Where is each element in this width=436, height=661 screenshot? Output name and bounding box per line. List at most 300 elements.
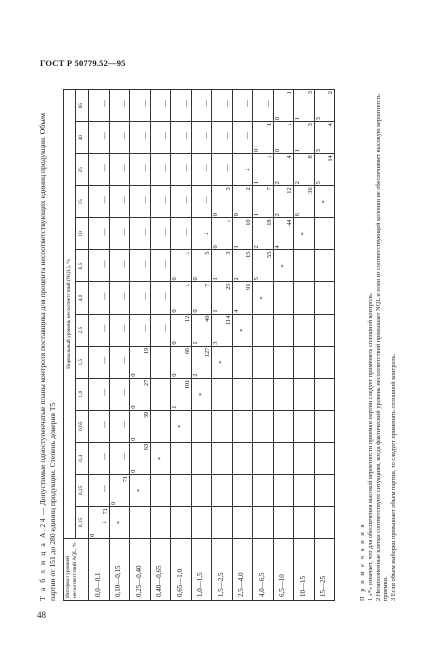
sample-size: 7 xyxy=(265,187,273,191)
table-row xyxy=(212,90,233,601)
sample-size: 1 xyxy=(286,91,293,95)
row-label: 1,5—2,5 xyxy=(212,539,233,601)
direction-arrow: — xyxy=(161,132,169,140)
plan-cell xyxy=(150,506,171,538)
sample-size: 40 xyxy=(204,315,211,322)
plan-cell xyxy=(191,378,212,410)
plan-cell xyxy=(191,282,212,314)
acceptance-number: 0 xyxy=(130,437,137,441)
sample-size: 44 xyxy=(286,219,293,226)
column-header: 0,15 xyxy=(76,506,89,538)
direction-arrow: — xyxy=(120,260,128,268)
plan-cell xyxy=(232,346,253,378)
direction-arrow: — xyxy=(222,132,231,140)
plan-cell xyxy=(253,442,274,474)
direction-arrow: — xyxy=(140,292,149,300)
plan-cell xyxy=(109,282,130,314)
acceptance-number: 2 xyxy=(191,373,199,377)
direction-arrow: — xyxy=(99,260,108,268)
plan-cell xyxy=(109,154,130,186)
plan-cell xyxy=(130,250,151,282)
plan-cell xyxy=(89,474,110,506)
direction-arrow: — xyxy=(202,196,210,204)
sample-size: 3 xyxy=(224,187,232,191)
plan-cell xyxy=(273,282,294,314)
rotated-table-block xyxy=(37,85,397,605)
acceptance-number: 1 xyxy=(294,116,301,121)
plan-cell xyxy=(89,282,110,314)
acceptance-number: 0 xyxy=(273,149,281,153)
notes xyxy=(359,89,398,601)
sample-size: 7 xyxy=(204,283,211,287)
sample-size: 71 xyxy=(122,475,129,483)
row-label: 1,0—1,5 xyxy=(191,539,212,601)
plan-cell xyxy=(232,250,253,282)
plan-cell xyxy=(253,90,274,122)
direction-arrow: — xyxy=(120,452,128,460)
acceptance-number: 0 xyxy=(171,373,178,377)
full-inspection-mark: * xyxy=(156,456,164,460)
row-header-aql: Интервал уровней несоответствий AQL, % xyxy=(64,539,89,601)
sample-size: 27 xyxy=(142,379,150,387)
full-inspection-mark: * xyxy=(136,488,143,493)
direction-arrow: — xyxy=(99,228,108,236)
plan-cell xyxy=(294,346,315,378)
plan-cell xyxy=(294,410,315,442)
full-inspection-mark: * xyxy=(320,200,328,204)
plan-cell xyxy=(130,218,151,250)
direction-arrow: — xyxy=(120,324,128,332)
direction-arrow: ↓ xyxy=(243,167,251,172)
sample-size: 12 xyxy=(183,315,191,322)
column-header: 1,0 xyxy=(76,378,89,410)
plan-cell xyxy=(150,346,171,378)
sample-size: 10 xyxy=(245,219,252,226)
sample-size: ↓ xyxy=(183,251,191,255)
plan-cell xyxy=(294,250,315,282)
plan-cell xyxy=(191,506,212,538)
plan-cell xyxy=(273,474,294,506)
direction-arrow: — xyxy=(161,164,169,172)
plan-cell xyxy=(109,474,130,506)
direction-arrow: — xyxy=(99,452,108,460)
full-inspection-mark: * xyxy=(115,520,123,525)
plan-cell xyxy=(273,442,294,474)
table-row xyxy=(191,90,212,601)
plan-cell xyxy=(150,122,171,154)
plan-cell xyxy=(171,442,192,474)
direction-arrow: — xyxy=(161,100,169,108)
plan-cell xyxy=(109,186,130,218)
plan-cell xyxy=(232,314,253,346)
table-row xyxy=(130,90,151,601)
plan-cell xyxy=(253,218,274,250)
direction-arrow: — xyxy=(120,132,128,140)
plan-cell xyxy=(150,250,171,282)
column-header: 0,4 xyxy=(76,442,89,474)
row-label: 0,25—0,40 xyxy=(130,539,151,601)
plan-cell xyxy=(109,506,130,538)
direction-arrow: ↓ xyxy=(202,231,210,236)
plan-cell xyxy=(232,186,253,218)
direction-arrow: — xyxy=(243,100,251,108)
plan-cell xyxy=(232,506,253,538)
plan-cell xyxy=(232,282,253,314)
column-header: 40 xyxy=(76,122,89,154)
direction-arrow: — xyxy=(99,420,108,428)
plan-cell xyxy=(212,474,233,506)
plan-cell xyxy=(130,474,151,506)
row-label: 0,40—0,65 xyxy=(150,539,171,601)
plan-cell xyxy=(314,154,335,186)
plan-cell xyxy=(89,186,110,218)
sample-size: 2 xyxy=(327,91,334,95)
acceptance-number: 0 xyxy=(273,116,281,121)
plan-cell xyxy=(273,410,294,442)
sample-size: 55 xyxy=(265,251,273,258)
plan-cell xyxy=(314,282,335,314)
acceptance-number: 0 xyxy=(89,533,96,537)
plan-cell xyxy=(294,506,315,538)
plan-cell xyxy=(232,90,253,122)
plan-cell xyxy=(273,186,294,218)
caption-text: — Допустимые одноступенчатые планы контроля поставщика для процента несоответствующих единиц продукции. Объем партии от 151 до 280 единиц продукции. Степень доверия Т5 xyxy=(38,113,57,601)
plan-cell xyxy=(150,474,171,506)
full-inspection-mark: * xyxy=(279,264,287,268)
plan-cell xyxy=(150,154,171,186)
acceptance-number: 4 xyxy=(232,309,240,313)
acceptance-number: 2 xyxy=(273,213,281,217)
plan-cell xyxy=(171,378,192,410)
full-inspection-mark: * xyxy=(259,296,266,300)
sample-size: 18 xyxy=(265,219,273,226)
acceptance-number: 6 xyxy=(294,213,301,217)
plan-cell xyxy=(212,218,233,250)
acceptance-number: 0 xyxy=(130,469,137,473)
direction-arrow: — xyxy=(140,324,149,332)
acceptance-number: 2 xyxy=(273,181,281,185)
plan-cell xyxy=(89,314,110,346)
table-row xyxy=(89,90,110,601)
sample-size: 3 xyxy=(306,123,314,127)
sample-size: 114 xyxy=(224,315,232,325)
plan-cell xyxy=(253,186,274,218)
plan-cell xyxy=(232,154,253,186)
direction-arrow: — xyxy=(161,196,169,204)
direction-arrow: — xyxy=(243,132,251,140)
acceptance-number: 0 xyxy=(171,341,178,345)
direction-arrow: — xyxy=(99,292,108,300)
column-header: 65 xyxy=(76,90,89,122)
plan-cell xyxy=(212,186,233,218)
acceptance-number: 0 xyxy=(212,213,219,217)
plan-cell xyxy=(150,186,171,218)
column-header: 2,5 xyxy=(76,314,89,346)
plan-cell xyxy=(294,442,315,474)
plan-cell xyxy=(212,442,233,474)
row-label: 6,5—10 xyxy=(273,539,294,601)
note-2: 2 Незаполненные клетки соответствуют ситуациям, когда фактический уровень несоответствий превышает NQL и план из соответствующей колонки не обеспечивает высокую вероятность приемки. xyxy=(374,94,390,601)
plan-cell xyxy=(212,346,233,378)
plan-cell xyxy=(273,154,294,186)
plan-cell xyxy=(232,378,253,410)
plan-cell xyxy=(109,314,130,346)
acceptance-number: 0 xyxy=(109,501,117,505)
table-row xyxy=(273,90,294,601)
direction-arrow: — xyxy=(120,292,128,300)
acceptance-number: 1 xyxy=(253,181,260,185)
column-headers xyxy=(76,90,89,601)
direction-arrow: — xyxy=(120,388,128,396)
direction-arrow: — xyxy=(120,196,128,204)
plan-cell xyxy=(232,218,253,250)
plan-cell xyxy=(109,410,130,442)
plan-cell xyxy=(273,250,294,282)
row-label: 4,0—6,5 xyxy=(253,539,274,601)
plan-cell xyxy=(89,122,110,154)
acceptance-number: 4 xyxy=(273,245,281,249)
row-label: 0,10—0,15 xyxy=(109,539,130,601)
direction-arrow: — xyxy=(99,164,108,172)
plan-cell xyxy=(109,218,130,250)
plan-cell xyxy=(294,186,315,218)
sample-size: ↓ xyxy=(224,219,232,223)
plan-cell xyxy=(294,90,315,122)
plan-cell xyxy=(294,378,315,410)
full-inspection-mark: * xyxy=(238,328,246,332)
sample-size: 127 xyxy=(204,347,211,358)
acceptance-number: 1 xyxy=(212,309,219,313)
direction-arrow: — xyxy=(120,164,128,172)
direction-arrow: — xyxy=(140,132,149,140)
plan-cell xyxy=(130,314,151,346)
acceptance-number: 3 xyxy=(314,116,322,121)
plan-cell xyxy=(191,122,212,154)
acceptance-number: 1 xyxy=(191,341,199,345)
plan-cell xyxy=(212,410,233,442)
table-row xyxy=(253,90,274,601)
acceptance-number: 0 xyxy=(212,245,219,249)
table-row xyxy=(314,90,335,601)
direction-arrow: — xyxy=(120,420,128,428)
direction-arrow: — xyxy=(161,292,169,300)
direction-arrow: — xyxy=(99,100,108,108)
direction-arrow: — xyxy=(140,196,149,204)
plan-cell xyxy=(130,410,151,442)
full-inspection-mark: * xyxy=(300,232,307,236)
notes-title: П р и м е ч а н и я xyxy=(359,522,366,601)
direction-arrow: — xyxy=(263,100,272,108)
plan-cell xyxy=(89,90,110,122)
sample-size: 63 xyxy=(142,443,150,451)
plan-cell xyxy=(130,282,151,314)
direction-arrow: — xyxy=(181,100,190,108)
plan-cell xyxy=(191,410,212,442)
plan-cell xyxy=(314,122,335,154)
plan-cell xyxy=(89,346,110,378)
plan-cell xyxy=(191,314,212,346)
acceptance-number: 0 xyxy=(191,309,199,313)
plan-cell xyxy=(171,154,192,186)
full-inspection-mark: * xyxy=(177,424,184,428)
acceptance-number: 1 xyxy=(212,277,219,281)
plan-cell xyxy=(130,378,151,410)
plan-cell xyxy=(212,122,233,154)
column-header: 4,0 xyxy=(76,282,89,314)
plan-cell xyxy=(314,442,335,474)
acceptance-number: 0 xyxy=(130,405,137,409)
row-label: 10—15 xyxy=(294,539,315,601)
sample-size: 14 xyxy=(327,155,334,162)
plan-cell xyxy=(191,250,212,282)
plan-cell xyxy=(253,474,274,506)
plan-cell xyxy=(150,442,171,474)
plan-cell xyxy=(273,346,294,378)
table-row xyxy=(232,90,253,601)
plan-cell xyxy=(130,154,151,186)
plan-cell xyxy=(150,90,171,122)
direction-arrow: ↓ xyxy=(99,520,108,525)
direction-arrow: — xyxy=(99,132,108,140)
plan-cell xyxy=(171,250,192,282)
plan-cell xyxy=(89,218,110,250)
plan-cell xyxy=(89,442,110,474)
plan-cell xyxy=(294,474,315,506)
sample-size: 3 xyxy=(306,91,314,95)
column-header: 1,5 xyxy=(76,346,89,378)
plan-cell xyxy=(232,122,253,154)
direction-arrow: — xyxy=(140,164,149,172)
direction-arrow: — xyxy=(99,356,108,364)
table-caption xyxy=(38,89,57,601)
acceptance-number: 0 xyxy=(191,277,199,281)
plan-cell xyxy=(109,442,130,474)
plan-cell xyxy=(171,474,192,506)
plan-cell xyxy=(130,442,151,474)
acceptance-number: 3 xyxy=(212,341,219,345)
column-header: 0,25 xyxy=(76,474,89,506)
caption-label: Т а б л и ц а А.24 xyxy=(38,516,47,601)
plan-cell xyxy=(212,250,233,282)
plan-cell xyxy=(171,186,192,218)
direction-arrow: — xyxy=(99,388,108,396)
plan-cell xyxy=(212,90,233,122)
plan-cell xyxy=(253,378,274,410)
plan-cell xyxy=(150,314,171,346)
plan-cell xyxy=(232,442,253,474)
plan-cell xyxy=(232,474,253,506)
row-label: 0,65—1,0 xyxy=(171,539,192,601)
plan-cell xyxy=(273,90,294,122)
direction-arrow: — xyxy=(99,484,108,492)
plan-cell xyxy=(253,122,274,154)
plan-cell xyxy=(89,378,110,410)
plan-cell xyxy=(130,186,151,218)
acceptance-number: 0 xyxy=(232,213,240,217)
direction-arrow: — xyxy=(99,324,108,332)
sample-size: 19 xyxy=(142,347,150,355)
sample-size: ↓ xyxy=(183,283,191,287)
plan-cell xyxy=(191,186,212,218)
plan-cell xyxy=(314,314,335,346)
plan-cell xyxy=(89,154,110,186)
plan-cell xyxy=(130,506,151,538)
plan-cell xyxy=(212,378,233,410)
direction-arrow: — xyxy=(140,100,149,108)
direction-arrow: — xyxy=(181,164,190,172)
plan-cell xyxy=(89,250,110,282)
plan-cell xyxy=(314,90,335,122)
plan-cell xyxy=(171,346,192,378)
acceptance-number: 2 xyxy=(253,245,260,249)
direction-arrow: — xyxy=(120,100,128,108)
plan-cell xyxy=(273,506,294,538)
sample-size: 1 xyxy=(265,123,273,127)
direction-arrow: — xyxy=(120,356,128,364)
plan-cell xyxy=(171,282,192,314)
plan-cell xyxy=(171,314,192,346)
plan-cell xyxy=(171,218,192,250)
direction-arrow: — xyxy=(120,228,128,236)
sample-size: 71 xyxy=(101,507,109,515)
acceptance-number: 0 xyxy=(171,277,178,281)
plan-cell xyxy=(130,90,151,122)
plan-cell xyxy=(109,250,130,282)
column-header: 25 xyxy=(76,154,89,186)
plan-cell xyxy=(253,154,274,186)
plan-cell xyxy=(232,410,253,442)
plan-cell xyxy=(212,506,233,538)
plan-cell xyxy=(109,346,130,378)
direction-arrow: — xyxy=(181,196,190,204)
plan-cell xyxy=(150,410,171,442)
direction-arrow: — xyxy=(181,228,190,236)
plan-cell xyxy=(253,410,274,442)
plan-cell xyxy=(212,154,233,186)
table-row xyxy=(171,90,192,601)
acceptance-number: 5 xyxy=(253,277,260,281)
plan-cell xyxy=(314,218,335,250)
plan-cell xyxy=(191,346,212,378)
row-label: 2,5—4,0 xyxy=(232,539,253,601)
sample-size: 66 xyxy=(183,347,191,355)
table-row xyxy=(109,90,130,601)
sample-size: 3 xyxy=(224,251,232,255)
direction-arrow: — xyxy=(202,164,210,172)
plan-cell xyxy=(314,346,335,378)
plan-cell xyxy=(130,122,151,154)
sample-size: 4 xyxy=(327,123,334,127)
sample-size: ↓ xyxy=(265,155,273,159)
plan-cell xyxy=(171,90,192,122)
plan-cell xyxy=(253,250,274,282)
note-1: 1 «*» означает, что для обеспечения высокой вероятности приемки партии следует применять сплошной контроль. xyxy=(366,292,374,601)
sample-size: 8 xyxy=(306,155,314,159)
direction-arrow: — xyxy=(140,260,149,268)
acceptance-number: 1 xyxy=(294,149,301,153)
plan-cell xyxy=(314,250,335,282)
full-inspection-mark: * xyxy=(218,360,225,364)
page-number: 48 xyxy=(37,610,46,620)
plan-cell xyxy=(294,282,315,314)
plan-cell xyxy=(89,410,110,442)
plan-cell xyxy=(150,218,171,250)
column-group-header: Нормальный уровень несоответствий (NQL), % xyxy=(64,90,76,539)
acceptance-number: 3 xyxy=(314,149,322,153)
direction-arrow: — xyxy=(161,324,169,332)
plan-cell xyxy=(314,506,335,538)
plan-cell xyxy=(294,314,315,346)
